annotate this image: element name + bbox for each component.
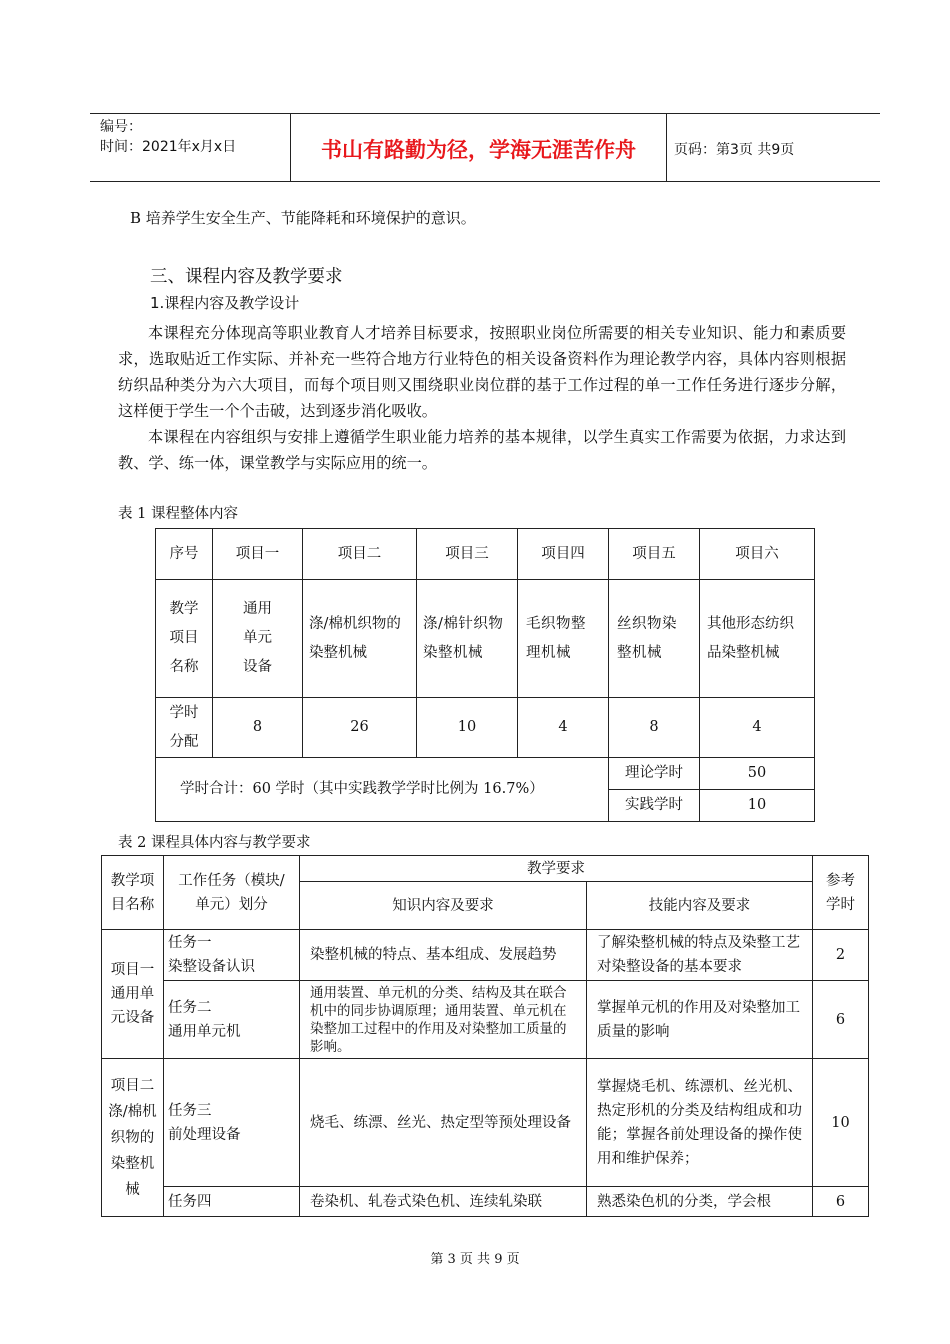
course-detail-table bbox=[101, 855, 869, 1217]
table-row bbox=[102, 1059, 869, 1187]
task-cell: 任务四 bbox=[164, 1187, 300, 1217]
table-row bbox=[102, 1187, 869, 1217]
objective-b: B 培养学生安全生产、节能降耗和环境保护的意识。 bbox=[130, 209, 476, 227]
page-footer: 第 3 页 共 9 页 bbox=[430, 1252, 520, 1267]
header-cell: 项目二 bbox=[303, 529, 417, 580]
header-cell: 项目四 bbox=[518, 529, 609, 580]
name-cell: 丝织物染整机械 bbox=[609, 580, 700, 698]
table1-total-row bbox=[156, 758, 815, 790]
knowledge-cell: 烧毛、练漂、丝光、热定型等预处理设备 bbox=[300, 1059, 587, 1187]
theory-label: 理论学时 bbox=[609, 758, 700, 790]
task-cell: 任务一 染整设备认识 bbox=[164, 930, 300, 981]
skill-cell: 了解染整机械的特点及染整工艺对染整设备的基本要求 bbox=[587, 930, 813, 981]
hours-cell: 6 bbox=[813, 981, 869, 1059]
skill-cell: 熟悉染色机的分类，学会根 bbox=[587, 1187, 813, 1217]
table2-caption: 表 2 课程具体内容与教学要求 bbox=[118, 835, 311, 851]
table-row bbox=[102, 981, 869, 1059]
knowledge-cell: 通用装置、单元机的分类、结构及其在联合机中的同步协调原理；通用装置、单元机在染整加工过程中的作用及对染整加工质量的影响。 bbox=[300, 981, 587, 1059]
hours-cell: 2 bbox=[813, 930, 869, 981]
header-cell: 项目六 bbox=[700, 529, 815, 580]
row-label: 教学项目名称 bbox=[156, 580, 213, 698]
table2-header-row-1 bbox=[102, 856, 869, 882]
table1-caption: 表 1 课程整体内容 bbox=[118, 506, 238, 522]
col-requirements: 教学要求 bbox=[300, 856, 813, 882]
paragraph-2: 本课程在内容组织与安排上遵循学生职业能力培养的基本规律，以学生真实工作需要为依据，力求达到教、学、练一体，课堂教学与实际应用的统一。 bbox=[118, 428, 846, 472]
practice-value: 10 bbox=[700, 790, 815, 822]
hours-cell: 4 bbox=[700, 698, 815, 758]
header-time: 时间：2021年x月x日 bbox=[100, 139, 237, 155]
name-cell: 涤/棉针织物染整机械 bbox=[417, 580, 518, 698]
theory-value: 50 bbox=[700, 758, 815, 790]
hours-cell: 8 bbox=[609, 698, 700, 758]
name-cell: 涤/棉机织物的染整机械 bbox=[303, 580, 417, 698]
header-meta bbox=[100, 117, 236, 157]
col-hours: 参考学时 bbox=[813, 856, 869, 930]
table-row bbox=[102, 930, 869, 981]
name-cell: 毛织物整理机械 bbox=[518, 580, 609, 698]
header-cell: 项目三 bbox=[417, 529, 518, 580]
table1-hours-row bbox=[156, 698, 815, 758]
hours-cell: 8 bbox=[213, 698, 303, 758]
row-label: 学时分配 bbox=[156, 698, 213, 758]
header-divider-right bbox=[666, 113, 667, 181]
header-cell: 序号 bbox=[156, 529, 213, 580]
project-cell: 项目一通用单元设备 bbox=[102, 930, 164, 1059]
name-cell: 其他形态纺织品染整机械 bbox=[700, 580, 815, 698]
practice-label: 实践学时 bbox=[609, 790, 700, 822]
hours-cell: 26 bbox=[303, 698, 417, 758]
hours-cell: 10 bbox=[813, 1059, 869, 1187]
total-hours-text: 学时合计：60 学时（其中实践教学学时比例为 16.7%） bbox=[156, 758, 609, 822]
header-number: 编号： bbox=[100, 119, 142, 135]
header-top-rule bbox=[90, 113, 880, 114]
col-skill: 技能内容及要求 bbox=[587, 882, 813, 930]
header-page-number: 页码：第3页 共9页 bbox=[674, 142, 795, 158]
hours-cell: 4 bbox=[518, 698, 609, 758]
hours-cell: 10 bbox=[417, 698, 518, 758]
table1-name-row bbox=[156, 580, 815, 698]
table1-header-row bbox=[156, 529, 815, 580]
name-cell: 通用单元设备 bbox=[213, 580, 303, 698]
knowledge-cell: 染整机械的特点、基本组成、发展趋势 bbox=[300, 930, 587, 981]
project-cell: 项目二涤/棉机织物的染整机械 bbox=[102, 1059, 164, 1217]
course-overview-table bbox=[155, 528, 815, 822]
header-cell: 项目五 bbox=[609, 529, 700, 580]
header-motto: 书山有路勤为径，学海无涯苦作舟 bbox=[321, 138, 636, 162]
task-cell: 任务二 通用单元机 bbox=[164, 981, 300, 1059]
header-cell: 项目一 bbox=[213, 529, 303, 580]
subsection-title: 1.课程内容及教学设计 bbox=[150, 294, 300, 312]
col-task: 工作任务（模块/单元）划分 bbox=[164, 856, 300, 930]
col-knowledge: 知识内容及要求 bbox=[300, 882, 587, 930]
hours-cell: 6 bbox=[813, 1187, 869, 1217]
skill-cell: 掌握单元机的作用及对染整加工质量的影响 bbox=[587, 981, 813, 1059]
paragraph-1: 本课程充分体现高等职业教育人才培养目标要求，按照职业岗位所需要的相关专业知识、能力和素质要求，选取贴近工作实际、并补充一些符合地方行业特色的相关设备资料作为理论教学内容，具体内容则根据纺织品种类分为六大项目，而每个项目则又围绕职业岗位群的基于工作过程的单一工作任务进行逐步分解，这样便于学生一个个击破，达到逐步消化吸收。 bbox=[118, 324, 846, 420]
col-project: 教学项目名称 bbox=[102, 856, 164, 930]
skill-cell: 掌握烧毛机、练漂机、丝光机、热定形机的分类及结构组成和功能；掌握各前处理设备的操作使用和维护保养； bbox=[587, 1059, 813, 1187]
header-bottom-rule bbox=[90, 181, 880, 182]
knowledge-cell: 卷染机、轧卷式染色机、连续轧染联 bbox=[300, 1187, 587, 1217]
section-title: 三、课程内容及教学要求 bbox=[150, 267, 343, 287]
task-cell: 任务三 前处理设备 bbox=[164, 1059, 300, 1187]
